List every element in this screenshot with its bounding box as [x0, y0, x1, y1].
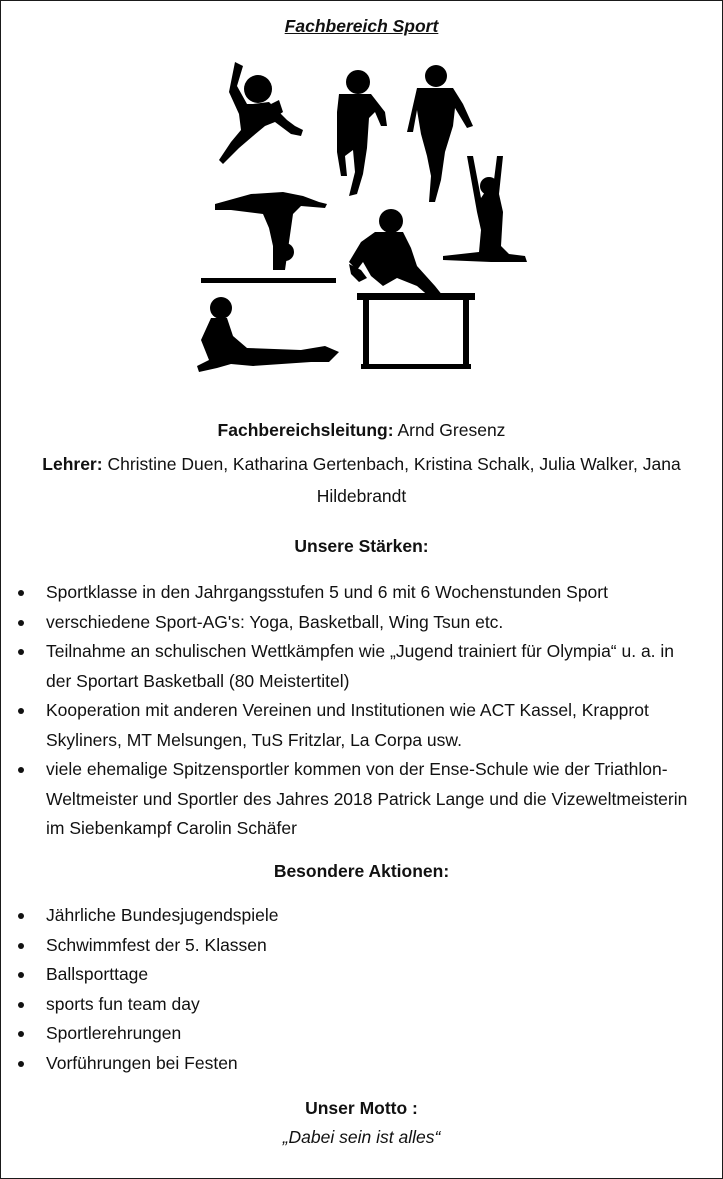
aktionen-heading: Besondere Aktionen: [273, 861, 450, 881]
list-item: Sportklasse in den Jahrgangsstufen 5 und 6 mit 6 Wochenstunden Sport [1, 578, 714, 608]
leitung-line [1, 415, 722, 446]
list-item: Teilnahme an schulischen Wettkämpfen wie „Jugend trainiert für Olympia“ u. a. in der Sportart Basketball (80 Meistertitel) [1, 637, 714, 696]
leitung-label: Fachbereichsleitung: [217, 420, 394, 440]
motto-text: „Dabei sein ist alles“ [282, 1127, 441, 1147]
list-item: Sportlerehrungen [1, 1019, 714, 1049]
list-item: Ballsporttage [1, 960, 714, 990]
motto-heading: Unser Motto : [305, 1098, 418, 1118]
list-item: verschiedene Sport-AG's: Yoga, Basketball, Wing Tsun etc. [1, 608, 714, 638]
page-title: Fachbereich Sport [284, 16, 439, 36]
leitung-name: Arnd Gresenz [397, 420, 506, 440]
staerken-heading: Unsere Stärken: [294, 536, 429, 556]
lehrer-line [1, 448, 722, 512]
lehrer-names: Christine Duen, Katharina Gertenbach, Kristina Schalk, Julia Walker, Jana Hildebrandt [107, 454, 681, 506]
list-item: Schwimmfest der 5. Klassen [1, 931, 714, 961]
list-item: sports fun team day [1, 990, 714, 1020]
list-item: viele ehemalige Spitzensportler kommen von der Ense-Schule wie der Triathlon-Weltmeister und Sportler des Jahres 2018 Patrick Lange und die Vizeweltmeisterin im Siebenkampf Carolin Schäfer [1, 755, 714, 844]
lehrer-label: Lehrer: [42, 454, 103, 474]
sport-silhouettes-icon [191, 56, 536, 386]
list-item: Vorführungen bei Festen [1, 1049, 714, 1079]
staerken-list [1, 578, 714, 844]
list-item: Kooperation mit anderen Vereinen und Institutionen wie ACT Kassel, Krapprot Skyliners, MT Melsungen, TuS Fritzlar, La Corpa usw. [1, 696, 714, 755]
list-item: Jährliche Bundesjugendspiele [1, 901, 714, 931]
aktionen-list [1, 901, 714, 1078]
